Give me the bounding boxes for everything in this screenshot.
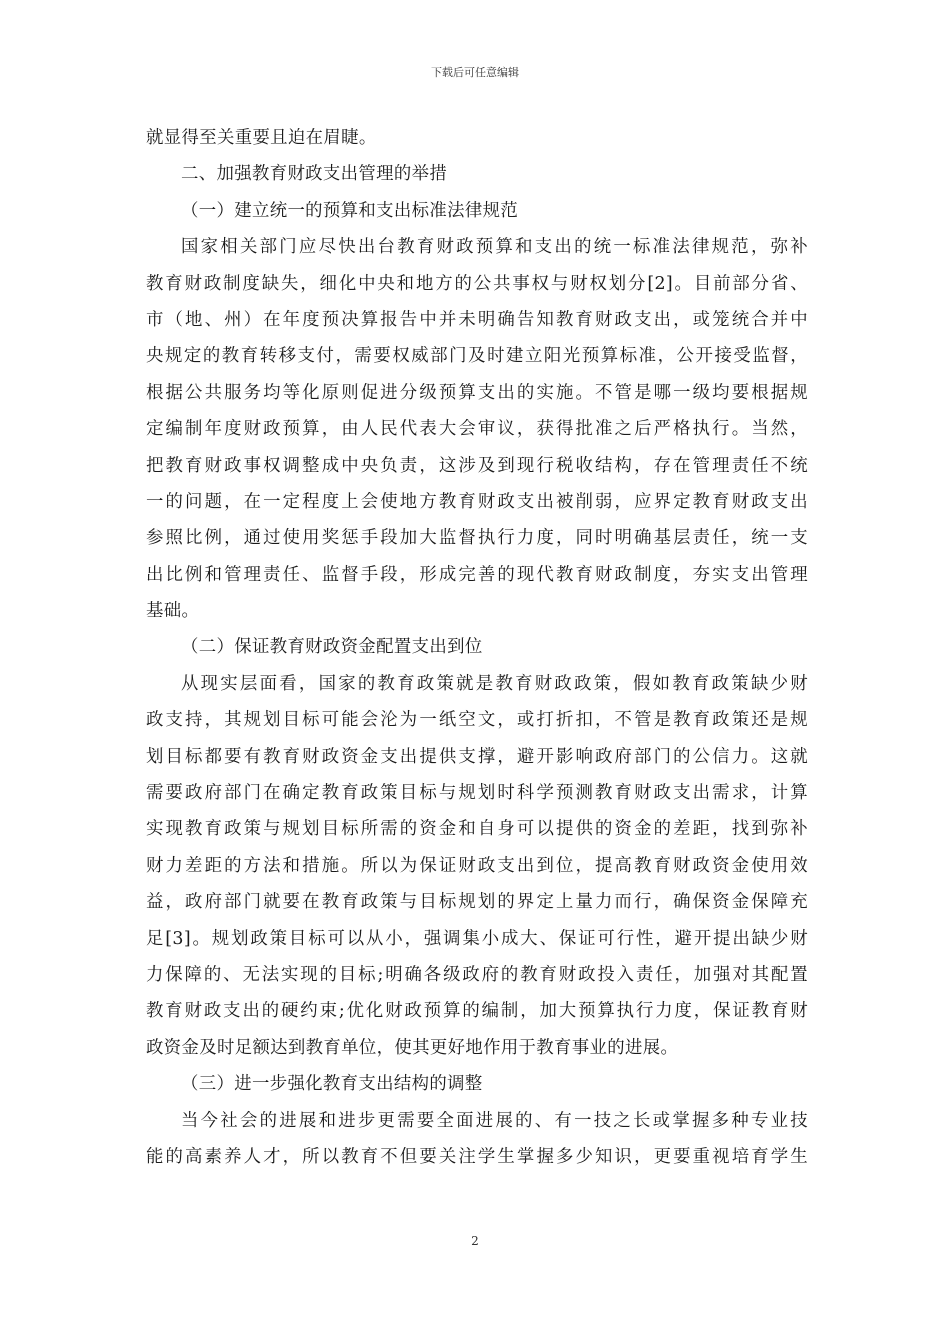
- text-line: 政支持，其规划目标可能会沦为一纸空文，或打折扣，不管是教育政策还是规: [146, 710, 808, 731]
- text-line: 就显得至关重要且迫在眉睫。: [146, 128, 377, 148]
- text-line: 定编制年度财政预算，由人民代表大会审议，获得批准之后严格执行。当然，: [146, 419, 808, 440]
- page-number: 2: [471, 1234, 479, 1248]
- text-line: 从现实层面看，国家的教育政策就是教育财政政策，假如教育政策缺少财: [181, 673, 808, 694]
- text-line: 划目标都要有教育财政资金支出提供支撑，避开影响政府部门的公信力。这就: [146, 746, 808, 767]
- page-header: 下载后可任意编辑: [431, 66, 519, 79]
- text-line: 把教育财政事权调整成中央负责，这涉及到现行税收结构，存在管理责任不统: [146, 455, 808, 476]
- text-line: 政资金及时足额达到教育单位，使其更好地作用于教育事业的进展。: [146, 1037, 679, 1058]
- text-line: 市（地、州）在年度预决算报告中并未明确告知教育财政支出，或笼统合并中: [146, 309, 808, 330]
- text-line: 财力差距的方法和措施。所以为保证财政支出到位，提高教育财政资金使用效: [146, 855, 808, 876]
- text-line: 教育财政制度缺失，细化中央和地方的公共事权与财权划分[2]。目前部分省、: [146, 273, 808, 294]
- text-line: 教育财政支出的硬约束;优化财政预算的编制，加大预算执行力度，保证教育财: [146, 1001, 808, 1022]
- text-line: 能的高素养人才，所以教育不但要关注学生掌握多少知识，更要重视培育学生: [146, 1146, 808, 1167]
- text-line: 国家相关部门应尽快出台教育财政预算和支出的统一标准法律规范，弥补: [181, 237, 808, 258]
- text-line: （二）保证教育财政资金配置支出到位: [181, 637, 483, 658]
- text-line: 力保障的、无法实现的目标;明确各级政府的教育财政投入责任，加强对其配置: [146, 964, 808, 985]
- text-line: 足[3]。规划政策目标可以从小，强调集小成大、保证可行性，避开提出缺少财: [146, 928, 808, 949]
- text-line: （一）建立统一的预算和支出标准法律规范: [181, 200, 519, 221]
- text-line: 参照比例，通过使用奖惩手段加大监督执行力度，同时明确基层责任，统一支: [146, 528, 808, 549]
- text-line: 基础。: [146, 601, 200, 622]
- text-line: 益，政府部门就要在教育政策与目标规划的界定上量力而行，确保资金保障充: [146, 892, 808, 913]
- text-line: 出比例和管理责任、监督手段，形成完善的现代教育财政制度，夯实支出管理: [146, 564, 808, 585]
- text-line: 实现教育政策与规划目标所需的资金和自身可以提供的资金的差距，找到弥补: [146, 819, 808, 840]
- text-line: 需要政府部门在确定教育政策目标与规划时科学预测教育财政支出需求，计算: [146, 783, 808, 804]
- text-line: 二、加强教育财政支出管理的举措: [181, 164, 448, 185]
- text-line: 央规定的教育转移支付，需要权威部门及时建立阳光预算标准，公开接受监督，: [146, 346, 808, 367]
- text-line: 一的问题，在一定程度上会使地方教育财政支出被削弱，应界定教育财政支出: [146, 491, 808, 512]
- text-line: 根据公共服务均等化原则促进分级预算支出的实施。不管是哪一级均要根据规: [146, 382, 808, 403]
- document-body: [146, 120, 808, 1175]
- text-line: （三）进一步强化教育支出结构的调整: [181, 1074, 483, 1095]
- text-line: 当今社会的进展和进步更需要全面进展的、有一技之长或掌握多种专业技: [181, 1110, 808, 1131]
